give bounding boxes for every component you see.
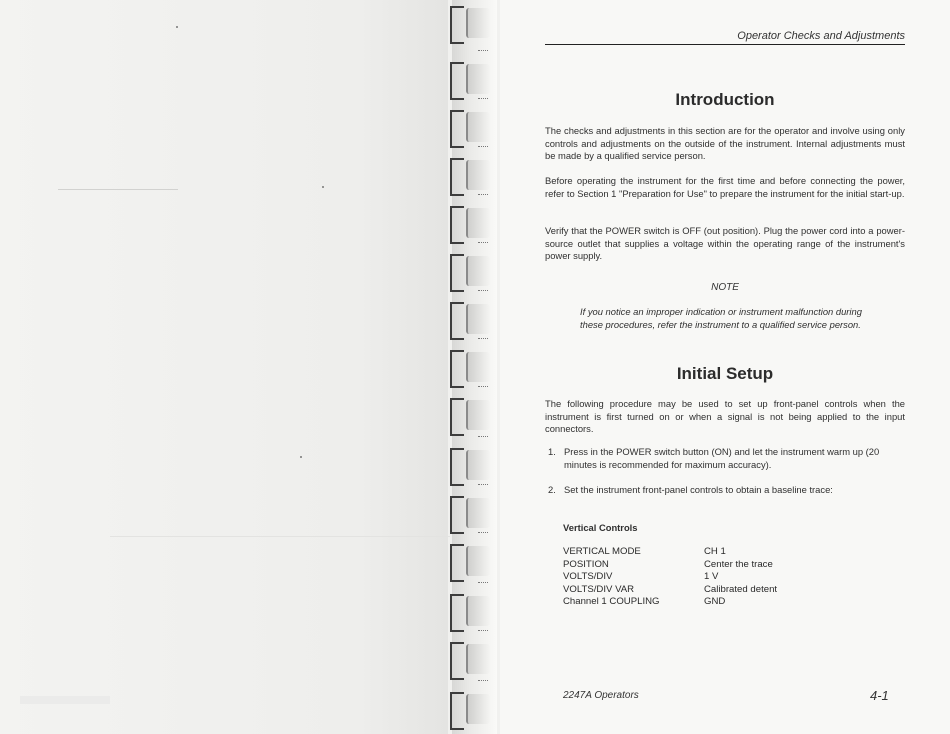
binding-ring bbox=[448, 158, 492, 194]
control-setting: VOLTS/DIV bbox=[563, 571, 613, 583]
control-setting: POSITION bbox=[563, 558, 609, 570]
binding-ring bbox=[448, 206, 492, 242]
vertical-controls-table bbox=[563, 546, 823, 609]
control-row bbox=[563, 546, 823, 559]
binding-ring bbox=[448, 544, 492, 580]
setup-step-2 bbox=[548, 484, 908, 497]
binding-ring bbox=[448, 692, 492, 728]
binding-ring bbox=[448, 398, 492, 434]
ghost-section-tab bbox=[58, 163, 178, 190]
control-value: GND bbox=[704, 596, 726, 608]
control-setting: Channel 1 COUPLING bbox=[563, 596, 660, 608]
binding-ring bbox=[448, 6, 492, 42]
binding-ring bbox=[448, 594, 492, 630]
running-head: Operator Checks and Adjustments bbox=[545, 30, 905, 45]
step-number: 1. bbox=[548, 446, 556, 457]
control-setting: VOLTS/DIV VAR bbox=[563, 583, 635, 595]
step-number: 2. bbox=[548, 484, 556, 495]
intro-paragraph-1: The checks and adjustments in this section are for the operator and involve using only controls and adjustments on the outside of the instrument. Internal adjustments must be made by a qualified service person. bbox=[545, 125, 905, 162]
control-row bbox=[563, 571, 823, 584]
ghost-footer-mark bbox=[20, 696, 110, 704]
note-text: If you notice an improper indication or instrument malfunction during these procedures, refer the instrument to a qualified service person. bbox=[580, 306, 862, 330]
vertical-controls-title: Vertical Controls bbox=[563, 522, 638, 533]
introduction-heading: Introduction bbox=[675, 90, 775, 109]
step-text: Press in the POWER switch button (ON) and let the instrument warm up (20 minutes is recommended for maximum accuracy). bbox=[564, 446, 880, 470]
control-value: Calibrated detent bbox=[704, 583, 778, 595]
dust-speck bbox=[322, 186, 324, 188]
initial-setup-heading: Initial Setup bbox=[676, 364, 774, 383]
footer-page-number: 4-1 bbox=[870, 688, 889, 703]
control-value: Center the trace bbox=[704, 558, 773, 570]
control-row bbox=[563, 584, 823, 597]
binding-ring bbox=[448, 302, 492, 338]
control-setting: VERTICAL MODE bbox=[563, 546, 641, 557]
setup-step-1 bbox=[548, 446, 908, 471]
intro-paragraph-2: Before operating the instrument for the first time and before connecting the power, refer to Section 1 "Preparation for Use" to prepare the instrument for the initial start-up. bbox=[545, 175, 905, 199]
binding-ring bbox=[448, 642, 492, 678]
binding-ring bbox=[448, 110, 492, 146]
binding-ring bbox=[448, 496, 492, 532]
footer-manual-title: 2247A Operators bbox=[563, 690, 639, 701]
step-text: Set the instrument front-panel controls to obtain a baseline trace: bbox=[564, 484, 833, 495]
control-row bbox=[563, 596, 823, 609]
binding-ring bbox=[448, 62, 492, 98]
control-value: CH 1 bbox=[704, 546, 726, 557]
binding-ring bbox=[448, 350, 492, 386]
intro-paragraph-3: Verify that the POWER switch is OFF (out position). Plug the power cord into a power-source outlet that supplies a voltage within the operating range of the instrument's power supply. bbox=[545, 225, 905, 262]
setup-intro-paragraph: The following procedure may be used to set up front-panel controls when the instrument is first turned on or when a signal is not being applied to the input connectors. bbox=[545, 398, 905, 435]
left-page bbox=[0, 0, 448, 734]
dust-speck bbox=[176, 26, 178, 28]
control-row bbox=[563, 559, 823, 572]
control-value: 1 V bbox=[704, 571, 719, 583]
note-label: NOTE bbox=[711, 282, 739, 293]
binding-ring bbox=[448, 448, 492, 484]
dust-speck bbox=[300, 456, 302, 458]
binding-ring bbox=[448, 254, 492, 290]
ghost-rule bbox=[110, 536, 450, 537]
